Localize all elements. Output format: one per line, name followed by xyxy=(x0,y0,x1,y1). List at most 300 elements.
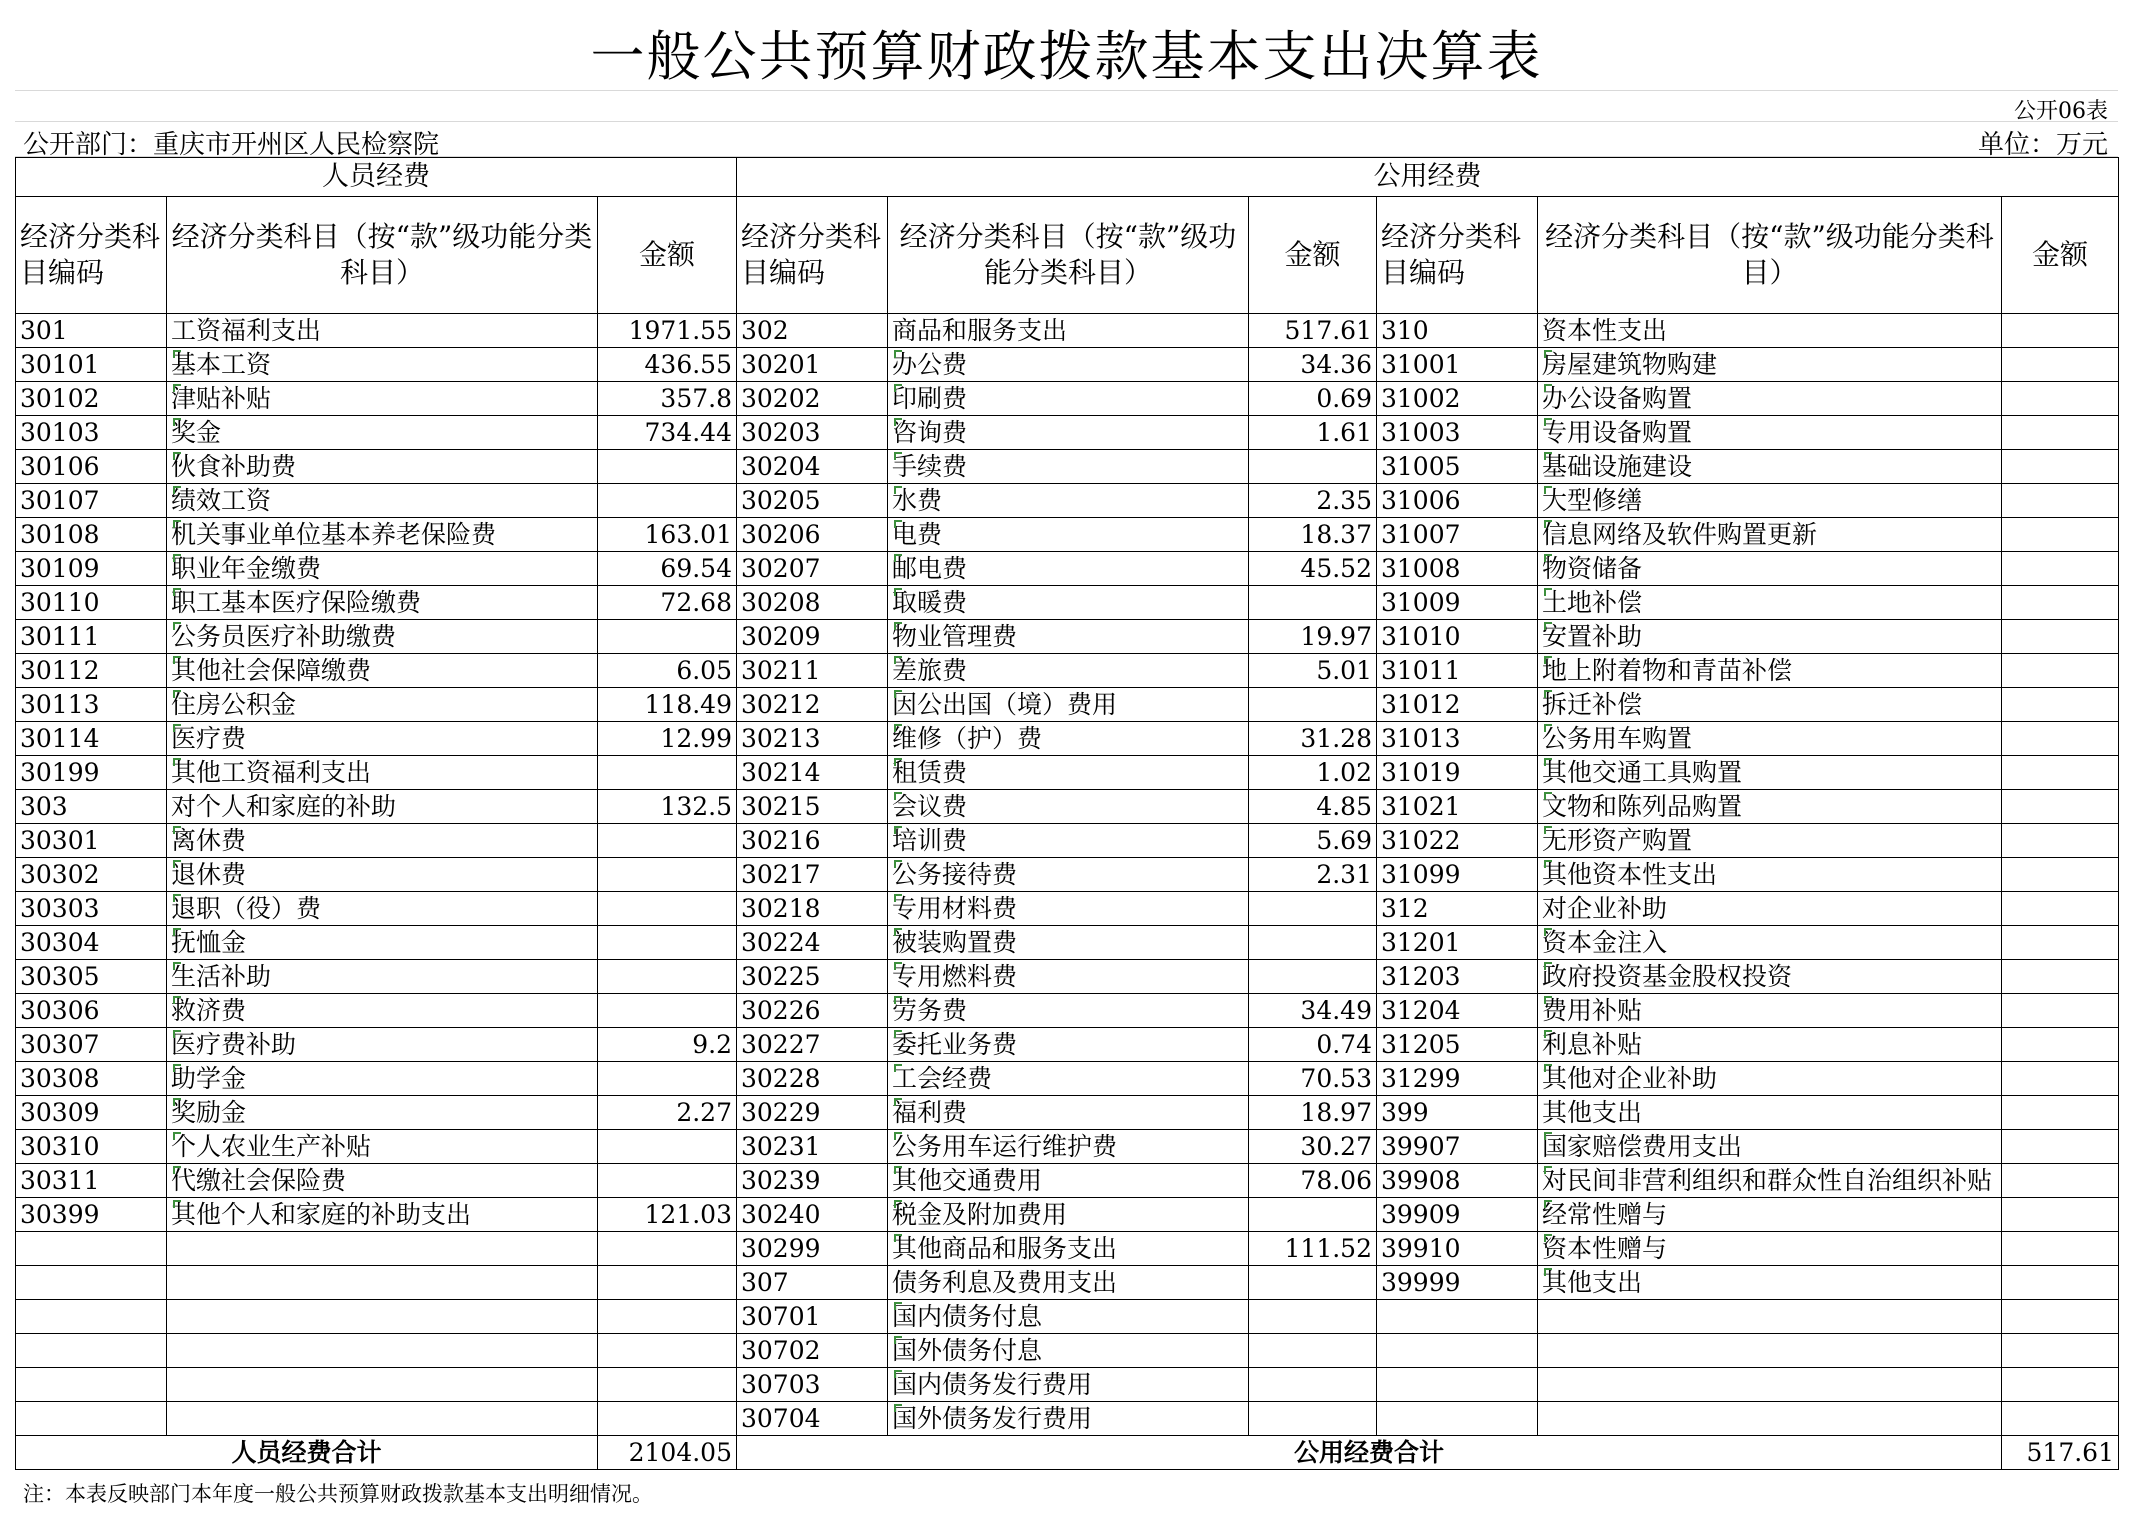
code-cell: 30203 xyxy=(737,416,888,450)
amount-cell: 72.68 xyxy=(598,586,737,620)
amount-cell xyxy=(1249,1266,1377,1300)
amount-cell xyxy=(2002,1300,2119,1334)
amount-cell xyxy=(2002,688,2119,722)
amount-cell: 34.49 xyxy=(1249,994,1377,1028)
code-cell: 31205 xyxy=(1377,1028,1538,1062)
amount-cell: 18.37 xyxy=(1249,518,1377,552)
table-row xyxy=(16,824,2119,858)
name-cell: 奖金 xyxy=(167,416,598,450)
column-header-row xyxy=(16,197,2119,314)
amount-cell xyxy=(598,1130,737,1164)
name-cell: 医疗费补助 xyxy=(167,1028,598,1062)
name-cell: 其他交通工具购置 xyxy=(1538,756,2002,790)
name-cell: 邮电费 xyxy=(888,552,1249,586)
amount-cell xyxy=(2002,1368,2119,1402)
amount-cell: 1.02 xyxy=(1249,756,1377,790)
table-row xyxy=(16,620,2119,654)
name-cell: 其他支出 xyxy=(1538,1096,2002,1130)
table-row xyxy=(16,552,2119,586)
name-cell: 职工基本医疗保险缴费 xyxy=(167,586,598,620)
code-cell: 30202 xyxy=(737,382,888,416)
code-cell xyxy=(1377,1300,1538,1334)
table-row xyxy=(16,722,2119,756)
amount-cell: 45.52 xyxy=(1249,552,1377,586)
amount-cell xyxy=(2002,790,2119,824)
table-row xyxy=(16,858,2119,892)
code-cell: 39999 xyxy=(1377,1266,1538,1300)
name-cell: 大型修缮 xyxy=(1538,484,2002,518)
amount-cell xyxy=(2002,1164,2119,1198)
expenditure-table xyxy=(15,157,2119,1470)
amount-cell: 18.97 xyxy=(1249,1096,1377,1130)
name-cell: 其他商品和服务支出 xyxy=(888,1232,1249,1266)
code-cell: 30704 xyxy=(737,1402,888,1436)
code-cell: 310 xyxy=(1377,314,1538,348)
amount-cell xyxy=(2002,1334,2119,1368)
code-cell: 39909 xyxy=(1377,1198,1538,1232)
name-cell: 取暖费 xyxy=(888,586,1249,620)
code-cell: 30216 xyxy=(737,824,888,858)
code-cell xyxy=(16,1368,167,1402)
amount-cell xyxy=(1249,926,1377,960)
code-cell: 30311 xyxy=(16,1164,167,1198)
amount-cell xyxy=(2002,1198,2119,1232)
name-cell xyxy=(1538,1368,2002,1402)
name-cell: 差旅费 xyxy=(888,654,1249,688)
amount-cell xyxy=(1249,1198,1377,1232)
code-cell xyxy=(1377,1334,1538,1368)
name-cell: 其他支出 xyxy=(1538,1266,2002,1300)
code-cell: 31203 xyxy=(1377,960,1538,994)
code-cell: 30701 xyxy=(737,1300,888,1334)
amount-cell xyxy=(2002,382,2119,416)
amount-cell xyxy=(2002,1402,2119,1436)
name-cell: 对民间非营利组织和群众性自治组织补贴 xyxy=(1538,1164,2002,1198)
amount-cell: 121.03 xyxy=(598,1198,737,1232)
code-cell: 31204 xyxy=(1377,994,1538,1028)
table-row xyxy=(16,892,2119,926)
code-cell: 31003 xyxy=(1377,416,1538,450)
name-cell: 其他社会保障缴费 xyxy=(167,654,598,688)
code-cell: 30214 xyxy=(737,756,888,790)
public-total-label: 公用经费合计 xyxy=(737,1436,2002,1470)
amount-cell: 0.74 xyxy=(1249,1028,1377,1062)
code-cell: 30108 xyxy=(16,518,167,552)
code-cell: 30213 xyxy=(737,722,888,756)
amount-cell xyxy=(1249,1300,1377,1334)
public-section-header: 公用经费 xyxy=(737,158,2119,197)
name-cell: 会议费 xyxy=(888,790,1249,824)
amount-cell: 517.61 xyxy=(1249,314,1377,348)
personnel-section-header: 人员经费 xyxy=(16,158,737,197)
name-cell: 救济费 xyxy=(167,994,598,1028)
name-cell: 专用燃料费 xyxy=(888,960,1249,994)
amount-cell xyxy=(2002,552,2119,586)
code-cell: 30103 xyxy=(16,416,167,450)
header-amount-1: 金额 xyxy=(598,197,737,314)
name-cell: 培训费 xyxy=(888,824,1249,858)
table-row xyxy=(16,1300,2119,1334)
code-cell: 30111 xyxy=(16,620,167,654)
amount-cell xyxy=(2002,824,2119,858)
code-cell: 30227 xyxy=(737,1028,888,1062)
name-cell: 公务用车运行维护费 xyxy=(888,1130,1249,1164)
amount-cell xyxy=(2002,1062,2119,1096)
code-cell: 39908 xyxy=(1377,1164,1538,1198)
code-cell: 31009 xyxy=(1377,586,1538,620)
code-cell: 30229 xyxy=(737,1096,888,1130)
amount-cell: 4.85 xyxy=(1249,790,1377,824)
amount-cell: 1971.55 xyxy=(598,314,737,348)
name-cell: 资本性支出 xyxy=(1538,314,2002,348)
code-cell: 30228 xyxy=(737,1062,888,1096)
name-cell: 基础设施建设 xyxy=(1538,450,2002,484)
table-row xyxy=(16,960,2119,994)
code-cell: 30114 xyxy=(16,722,167,756)
name-cell: 国外债务发行费用 xyxy=(888,1402,1249,1436)
amount-cell xyxy=(2002,1096,2119,1130)
name-cell: 资本金注入 xyxy=(1538,926,2002,960)
name-cell: 电费 xyxy=(888,518,1249,552)
amount-cell xyxy=(2002,484,2119,518)
code-cell: 30215 xyxy=(737,790,888,824)
code-cell xyxy=(16,1334,167,1368)
department-label: 公开部门：重庆市开州区人民检察院 xyxy=(23,130,440,160)
amount-cell xyxy=(1249,960,1377,994)
code-cell: 30224 xyxy=(737,926,888,960)
header-name-1: 经济分类科目（按“款”级功能分类科目） xyxy=(167,197,598,314)
code-cell: 30304 xyxy=(16,926,167,960)
code-cell: 30109 xyxy=(16,552,167,586)
name-cell: 退职（役）费 xyxy=(167,892,598,926)
code-cell: 31022 xyxy=(1377,824,1538,858)
amount-cell xyxy=(2002,1232,2119,1266)
code-cell: 30309 xyxy=(16,1096,167,1130)
name-cell: 房屋建筑物购建 xyxy=(1538,348,2002,382)
name-cell: 其他个人和家庭的补助支出 xyxy=(167,1198,598,1232)
table-row xyxy=(16,1164,2119,1198)
name-cell: 资本性赠与 xyxy=(1538,1232,2002,1266)
amount-cell xyxy=(1249,892,1377,926)
name-cell: 机关事业单位基本养老保险费 xyxy=(167,518,598,552)
amount-cell xyxy=(2002,450,2119,484)
amount-cell: 132.5 xyxy=(598,790,737,824)
code-cell xyxy=(1377,1368,1538,1402)
amount-cell: 78.06 xyxy=(1249,1164,1377,1198)
name-cell: 其他交通费用 xyxy=(888,1164,1249,1198)
amount-cell: 5.01 xyxy=(1249,654,1377,688)
table-row xyxy=(16,348,2119,382)
table-row xyxy=(16,1096,2119,1130)
code-cell: 30231 xyxy=(737,1130,888,1164)
amount-cell: 118.49 xyxy=(598,688,737,722)
department-row xyxy=(15,122,2118,160)
name-cell: 代缴社会保险费 xyxy=(167,1164,598,1198)
amount-cell: 357.8 xyxy=(598,382,737,416)
name-cell: 经常性赠与 xyxy=(1538,1198,2002,1232)
name-cell: 劳务费 xyxy=(888,994,1249,1028)
name-cell: 地上附着物和青苗补偿 xyxy=(1538,654,2002,688)
amount-cell xyxy=(2002,960,2119,994)
name-cell: 其他对企业补助 xyxy=(1538,1062,2002,1096)
code-cell: 30201 xyxy=(737,348,888,382)
table-row xyxy=(16,1062,2119,1096)
report-title: 一般公共预算财政拨款基本支出决算表 xyxy=(15,14,2118,91)
code-cell: 30199 xyxy=(16,756,167,790)
amount-cell xyxy=(1249,586,1377,620)
personnel-total-label: 人员经费合计 xyxy=(16,1436,598,1470)
code-cell: 312 xyxy=(1377,892,1538,926)
name-cell: 物业管理费 xyxy=(888,620,1249,654)
code-cell: 30212 xyxy=(737,688,888,722)
name-cell: 税金及附加费用 xyxy=(888,1198,1249,1232)
name-cell: 住房公积金 xyxy=(167,688,598,722)
amount-cell xyxy=(598,450,737,484)
amount-cell xyxy=(2002,858,2119,892)
name-cell: 专用材料费 xyxy=(888,892,1249,926)
amount-cell xyxy=(2002,620,2119,654)
name-cell: 工会经费 xyxy=(888,1062,1249,1096)
code-cell: 30102 xyxy=(16,382,167,416)
amount-cell: 9.2 xyxy=(598,1028,737,1062)
code-cell: 31021 xyxy=(1377,790,1538,824)
amount-cell: 30.27 xyxy=(1249,1130,1377,1164)
name-cell: 物资储备 xyxy=(1538,552,2002,586)
amount-cell xyxy=(2002,994,2119,1028)
amount-cell xyxy=(2002,1266,2119,1300)
name-cell: 国内债务付息 xyxy=(888,1300,1249,1334)
amount-cell xyxy=(2002,1130,2119,1164)
table-row xyxy=(16,688,2119,722)
code-cell: 301 xyxy=(16,314,167,348)
name-cell: 拆迁补偿 xyxy=(1538,688,2002,722)
table-row xyxy=(16,586,2119,620)
amount-cell xyxy=(2002,722,2119,756)
amount-cell: 6.05 xyxy=(598,654,737,688)
code-cell: 30112 xyxy=(16,654,167,688)
name-cell: 公务员医疗补助缴费 xyxy=(167,620,598,654)
amount-cell: 111.52 xyxy=(1249,1232,1377,1266)
code-cell: 31002 xyxy=(1377,382,1538,416)
name-cell: 政府投资基金股权投资 xyxy=(1538,960,2002,994)
code-cell: 30218 xyxy=(737,892,888,926)
table-row xyxy=(16,314,2119,348)
name-cell: 费用补贴 xyxy=(1538,994,2002,1028)
name-cell: 办公设备购置 xyxy=(1538,382,2002,416)
table-row xyxy=(16,450,2119,484)
code-cell xyxy=(16,1300,167,1334)
code-cell: 30106 xyxy=(16,450,167,484)
code-cell: 30302 xyxy=(16,858,167,892)
amount-cell: 163.01 xyxy=(598,518,737,552)
name-cell: 医疗费 xyxy=(167,722,598,756)
header-code-3: 经济分类科目编码 xyxy=(1377,197,1538,314)
name-cell: 对企业补助 xyxy=(1538,892,2002,926)
code-cell: 31005 xyxy=(1377,450,1538,484)
amount-cell: 1.61 xyxy=(1249,416,1377,450)
amount-cell: 5.69 xyxy=(1249,824,1377,858)
code-cell: 30110 xyxy=(16,586,167,620)
amount-cell xyxy=(598,994,737,1028)
table-row xyxy=(16,1028,2119,1062)
table-number-row xyxy=(15,91,2118,122)
personnel-total-value: 2104.05 xyxy=(598,1436,737,1470)
name-cell: 利息补贴 xyxy=(1538,1028,2002,1062)
amount-cell: 2.31 xyxy=(1249,858,1377,892)
amount-cell xyxy=(1249,1368,1377,1402)
code-cell: 30239 xyxy=(737,1164,888,1198)
code-cell: 31201 xyxy=(1377,926,1538,960)
amount-cell xyxy=(1249,1334,1377,1368)
amount-cell xyxy=(2002,756,2119,790)
amount-cell xyxy=(598,1300,737,1334)
code-cell: 30307 xyxy=(16,1028,167,1062)
name-cell: 手续费 xyxy=(888,450,1249,484)
code-cell: 39907 xyxy=(1377,1130,1538,1164)
table-row xyxy=(16,790,2119,824)
name-cell: 离休费 xyxy=(167,824,598,858)
name-cell: 抚恤金 xyxy=(167,926,598,960)
amount-cell xyxy=(2002,1028,2119,1062)
code-cell: 31013 xyxy=(1377,722,1538,756)
name-cell: 专用设备购置 xyxy=(1538,416,2002,450)
amount-cell: 12.99 xyxy=(598,722,737,756)
code-cell: 31001 xyxy=(1377,348,1538,382)
code-cell: 31011 xyxy=(1377,654,1538,688)
header-name-2: 经济分类科目（按“款”级功能分类科目） xyxy=(888,197,1249,314)
name-cell: 其他资本性支出 xyxy=(1538,858,2002,892)
code-cell: 30303 xyxy=(16,892,167,926)
code-cell: 30226 xyxy=(737,994,888,1028)
amount-cell xyxy=(1249,688,1377,722)
code-cell xyxy=(16,1232,167,1266)
name-cell: 租赁费 xyxy=(888,756,1249,790)
code-cell: 30306 xyxy=(16,994,167,1028)
code-cell: 30209 xyxy=(737,620,888,654)
amount-cell: 31.28 xyxy=(1249,722,1377,756)
amount-cell: 734.44 xyxy=(598,416,737,450)
table-row xyxy=(16,416,2119,450)
name-cell: 对个人和家庭的补助 xyxy=(167,790,598,824)
amount-cell xyxy=(598,1402,737,1436)
code-cell: 31010 xyxy=(1377,620,1538,654)
code-cell: 31007 xyxy=(1377,518,1538,552)
code-cell: 303 xyxy=(16,790,167,824)
table-row xyxy=(16,926,2119,960)
header-amount-2: 金额 xyxy=(1249,197,1377,314)
code-cell xyxy=(16,1266,167,1300)
name-cell: 公务用车购置 xyxy=(1538,722,2002,756)
table-row xyxy=(16,1402,2119,1436)
header-amount-3: 金额 xyxy=(2002,197,2119,314)
code-cell: 302 xyxy=(737,314,888,348)
code-cell: 30206 xyxy=(737,518,888,552)
code-cell: 30399 xyxy=(16,1198,167,1232)
name-cell: 基本工资 xyxy=(167,348,598,382)
name-cell xyxy=(167,1232,598,1266)
code-cell: 30208 xyxy=(737,586,888,620)
name-cell: 文物和陈列品购置 xyxy=(1538,790,2002,824)
amount-cell: 0.69 xyxy=(1249,382,1377,416)
code-cell: 31019 xyxy=(1377,756,1538,790)
code-cell: 30240 xyxy=(737,1198,888,1232)
code-cell: 30301 xyxy=(16,824,167,858)
code-cell: 31012 xyxy=(1377,688,1538,722)
unit-label: 单位：万元 xyxy=(1977,130,2108,160)
amount-cell xyxy=(2002,416,2119,450)
name-cell: 无形资产购置 xyxy=(1538,824,2002,858)
code-cell: 30703 xyxy=(737,1368,888,1402)
name-cell: 被装购置费 xyxy=(888,926,1249,960)
name-cell xyxy=(167,1368,598,1402)
code-cell: 30217 xyxy=(737,858,888,892)
name-cell xyxy=(167,1300,598,1334)
amount-cell xyxy=(1249,450,1377,484)
code-cell: 30305 xyxy=(16,960,167,994)
table-row xyxy=(16,1266,2119,1300)
name-cell: 商品和服务支出 xyxy=(888,314,1249,348)
amount-cell xyxy=(598,960,737,994)
amount-cell: 2.35 xyxy=(1249,484,1377,518)
name-cell: 水费 xyxy=(888,484,1249,518)
totals-row xyxy=(16,1436,2119,1470)
name-cell: 个人农业生产补贴 xyxy=(167,1130,598,1164)
amount-cell: 19.97 xyxy=(1249,620,1377,654)
amount-cell xyxy=(598,1266,737,1300)
amount-cell xyxy=(598,1232,737,1266)
amount-cell xyxy=(598,1368,737,1402)
code-cell: 31006 xyxy=(1377,484,1538,518)
amount-cell xyxy=(598,1164,737,1198)
name-cell: 福利费 xyxy=(888,1096,1249,1130)
name-cell: 土地补偿 xyxy=(1538,586,2002,620)
name-cell: 因公出国（境）费用 xyxy=(888,688,1249,722)
table-row xyxy=(16,518,2119,552)
code-cell: 30211 xyxy=(737,654,888,688)
amount-cell xyxy=(2002,892,2119,926)
code-cell: 30702 xyxy=(737,1334,888,1368)
amount-cell xyxy=(2002,518,2119,552)
amount-cell: 69.54 xyxy=(598,552,737,586)
table-row xyxy=(16,1232,2119,1266)
amount-cell: 436.55 xyxy=(598,348,737,382)
name-cell: 职业年金缴费 xyxy=(167,552,598,586)
code-cell xyxy=(16,1402,167,1436)
amount-cell: 2.27 xyxy=(598,1096,737,1130)
amount-cell xyxy=(598,484,737,518)
amount-cell xyxy=(598,858,737,892)
code-cell: 30205 xyxy=(737,484,888,518)
name-cell: 印刷费 xyxy=(888,382,1249,416)
code-cell: 30310 xyxy=(16,1130,167,1164)
name-cell: 咨询费 xyxy=(888,416,1249,450)
amount-cell xyxy=(598,1334,737,1368)
name-cell xyxy=(1538,1300,2002,1334)
table-row xyxy=(16,1130,2119,1164)
name-cell xyxy=(167,1334,598,1368)
amount-cell: 70.53 xyxy=(1249,1062,1377,1096)
name-cell: 办公费 xyxy=(888,348,1249,382)
amount-cell xyxy=(598,926,737,960)
amount-cell xyxy=(598,1062,737,1096)
amount-cell xyxy=(598,824,737,858)
name-cell: 信息网络及软件购置更新 xyxy=(1538,518,2002,552)
name-cell xyxy=(1538,1402,2002,1436)
name-cell: 奖励金 xyxy=(167,1096,598,1130)
code-cell: 30225 xyxy=(737,960,888,994)
name-cell: 退休费 xyxy=(167,858,598,892)
table-row xyxy=(16,1198,2119,1232)
